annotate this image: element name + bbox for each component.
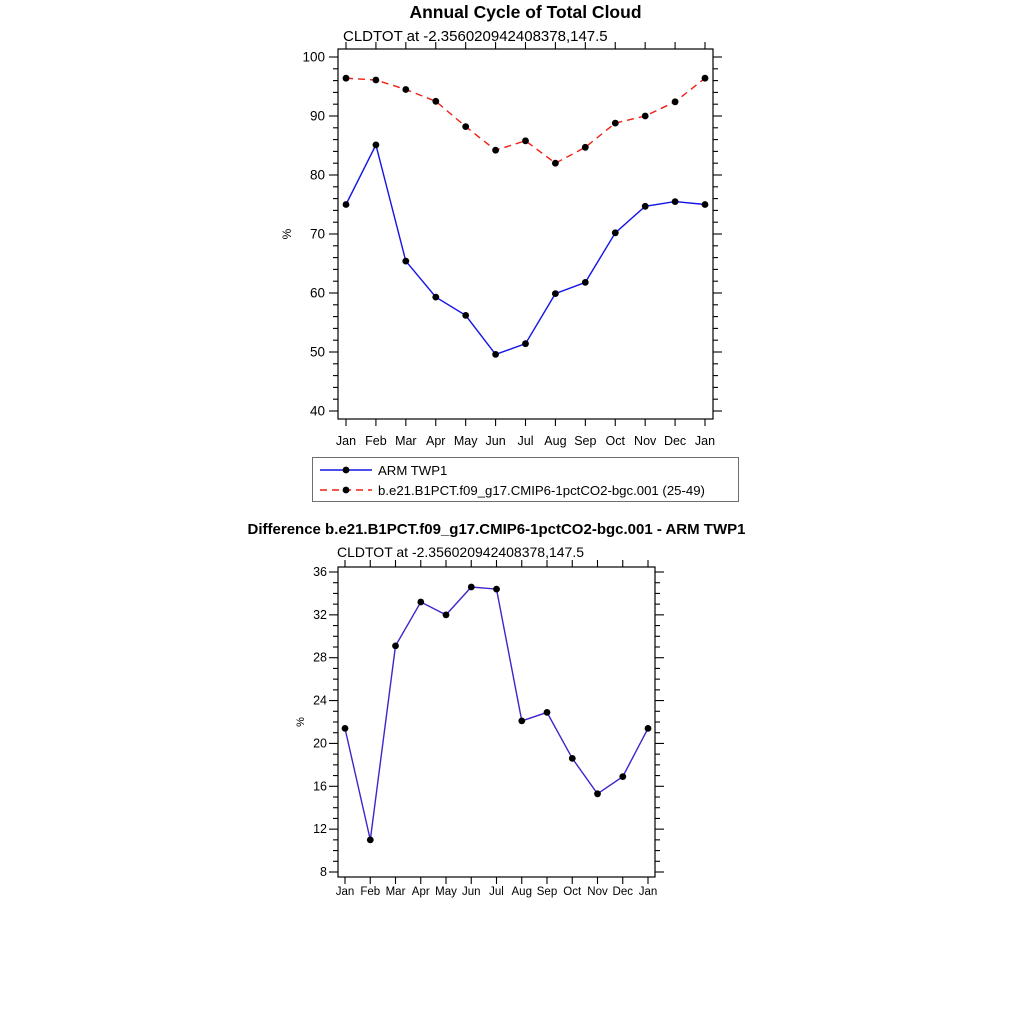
x-tick-label: Jun [485,434,506,448]
y-tick-label: 70 [309,226,325,242]
chart2-series-0 [342,584,652,844]
data-point-marker [373,142,380,149]
data-point-marker [522,340,529,347]
x-tick-label: May [453,434,478,448]
x-tick-label: Sep [536,886,558,898]
data-point-marker [619,773,626,780]
data-point-marker [552,160,559,167]
y-tick-label: 90 [309,108,325,124]
data-point-marker [392,643,399,650]
chart1-series-1 [343,75,709,167]
x-tick-label: Dec [612,886,633,898]
y-tick-label: 60 [309,285,325,301]
x-tick-label: Feb [365,434,387,448]
data-point-marker [343,75,350,82]
x-tick-label: Aug [511,886,532,898]
x-tick-label: Jan [638,886,658,898]
data-point-marker [594,790,601,797]
y-tick-label: 12 [313,822,327,837]
data-point-marker [642,203,649,210]
data-point-marker [492,351,499,358]
x-tick-label: Apr [426,434,446,448]
legend-label-arm-twp1: ARM TWP1 [378,462,448,478]
x-tick-label: Mar [395,434,417,448]
data-point-marker [552,290,559,297]
data-point-marker [462,123,469,130]
data-point-marker [645,725,652,732]
y-tick-label: 100 [302,49,325,65]
data-point-marker [417,599,424,606]
x-tick-label: Nov [587,886,608,898]
data-point-marker [493,586,500,593]
y-tick-label: 24 [313,693,327,708]
chart2-plot [295,560,664,898]
data-point-marker [612,120,619,127]
x-tick-label: Jun [461,886,481,898]
chart1-subtitle: CLDTOT at -2.356020942408378,147.5 [343,28,608,45]
data-point-marker [432,98,439,105]
data-point-marker [672,98,679,105]
data-point-marker [672,198,679,205]
data-point-marker [582,279,589,286]
x-tick-label: May [435,886,457,898]
chart2-title: Difference b.e21.B1PCT.f09_g17.CMIP6-1pctCO2-bgc.001 - ARM TWP1 [247,521,746,538]
x-tick-label: Jan [335,434,357,448]
data-point-marker [343,201,350,208]
x-tick-label: Oct [563,886,582,898]
legend-label-model-run: b.e21.B1PCT.f09_g17.CMIP6-1pctCO2-bgc.001 (25-49) [378,482,705,498]
data-point-marker [402,86,409,93]
chart1-plot [280,42,722,448]
x-tick-label: Apr [411,886,430,898]
data-point-marker [702,75,709,82]
series-line [346,145,705,355]
chart1-y-axis-label: % [280,228,294,240]
y-tick-label: 8 [320,865,327,879]
x-tick-label: Sep [574,434,597,448]
y-tick-label: 32 [313,607,327,622]
x-tick-label: Jan [335,886,355,898]
y-tick-label: 50 [309,344,325,360]
series-line [346,78,705,163]
data-point-marker [432,294,439,301]
y-tick-label: 80 [309,167,325,183]
data-point-marker [702,201,709,208]
legend-entry-model-run [317,480,738,500]
chart2-subtitle: CLDTOT at -2.356020942408378,147.5 [337,544,585,560]
chart1-series-0 [343,142,709,358]
data-point-marker [402,258,409,265]
legend-entry-arm-twp1 [317,460,738,480]
y-tick-label: 28 [313,650,327,665]
chart1-y-axis [302,50,722,419]
y-tick-label: 36 [313,565,327,579]
data-point-marker [582,144,589,151]
x-tick-label: Jul [489,886,504,898]
x-tick-label: Jan [694,434,716,448]
x-tick-label: Feb [360,886,381,898]
data-point-marker [367,837,374,844]
y-tick-label: 40 [309,403,325,419]
x-tick-label: Mar [385,886,406,898]
x-tick-label: Oct [605,434,625,448]
red-dashed-line-sample [317,480,375,500]
chart2-y-axis [313,565,664,879]
chart2-x-axis [336,560,658,898]
data-point-marker [492,147,499,154]
chart1-title: Annual Cycle of Total Cloud [409,2,642,22]
x-tick-label: Jul [517,434,534,448]
data-point-marker [462,312,469,319]
x-tick-label: Dec [663,434,687,448]
legend [312,457,739,502]
data-point-marker [518,718,525,725]
data-point-marker [342,725,349,732]
chart2-y-axis-label: % [295,717,307,727]
data-point-marker [373,77,380,84]
data-point-marker [443,612,450,619]
chart1-x-axis [336,42,715,448]
x-tick-label: Aug [544,434,567,448]
data-point-marker [544,709,551,716]
data-point-marker [569,755,576,762]
data-point-marker [642,113,649,120]
chart1-frame [338,49,713,419]
data-point-marker [468,584,475,591]
series-line [345,587,648,840]
x-tick-label: Nov [634,434,657,448]
data-point-marker [522,137,529,144]
data-point-marker [612,229,619,236]
y-tick-label: 16 [313,779,327,794]
y-tick-label: 20 [313,736,327,751]
blue-solid-line-sample [317,460,375,480]
